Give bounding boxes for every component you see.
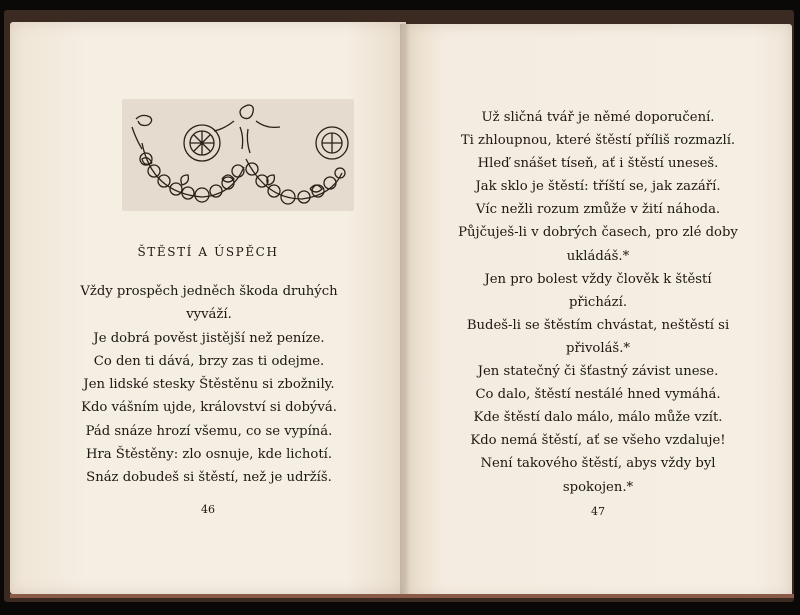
text-line: Kde štěstí dalo málo, málo může vzít. — [473, 410, 723, 426]
left-text-block — [24, 280, 394, 490]
text-line: Víc nežli rozum zmůže v žití náhoda. — [475, 202, 721, 218]
text-line: Co den ti dává, brzy zas ti odejme. — [93, 353, 325, 369]
book-gutter — [400, 24, 410, 596]
right-text-block — [404, 106, 792, 499]
text-line: Je dobrá pověst jistější než peníze. — [93, 330, 325, 346]
text-line: Vždy prospěch jedněch škoda druhých — [80, 284, 338, 299]
text-line: vyváží. — [186, 307, 232, 323]
text-line: Co dalo, štěstí nestálé hned vymáhá. — [475, 387, 721, 403]
text-line: Jen lidské stesky Štěstěnu si zbožnily. — [83, 377, 335, 393]
text-line: Jen pro bolest vždy člověk k štěstí — [484, 271, 712, 287]
text-line: Hleď snášet tíseň, ať i štěstí uneseš. — [477, 156, 719, 172]
text-line: přivoláš.* — [566, 340, 630, 356]
text-line: Půjčuješ-li v dobrých časech, pro zlé doby — [458, 225, 738, 241]
text-line: Hra Štěstěny: zlo osnuje, kde lichotí. — [85, 447, 333, 463]
text-line: Budeš-li se štěstím chvástat, neštěstí si — [466, 317, 730, 333]
text-line: Ti zhloupnou, které štěstí příliš rozmazlí. — [460, 133, 736, 149]
text-line: Kdo vášním ujde, království si dobývá. — [81, 400, 337, 416]
section-heading: ŠTĚSTÍ A ÚSPĚCH — [137, 245, 279, 259]
text-line: přichází. — [568, 294, 628, 310]
text-line: Jak sklo je štěstí: tříští se, jak zazáří. — [475, 179, 721, 195]
text-line: spokojen.* — [562, 479, 634, 495]
text-line: Pád snáze hrozí všemu, co se vypíná. — [85, 423, 333, 439]
page-number-right: 47 — [591, 505, 605, 518]
garland-vignette-icon — [122, 99, 354, 211]
text-line: Jen statečný či šťastný závist unese. — [477, 364, 719, 380]
text-line: Není takového štěstí, abys vždy byl — [480, 456, 716, 472]
left-page — [10, 22, 406, 594]
page-number-left: 46 — [201, 503, 215, 516]
book-cover-edge — [10, 594, 794, 598]
text-line: Kdo nemá štěstí, ať se všeho vzdaluje! — [470, 433, 726, 449]
right-page — [404, 24, 792, 598]
open-book — [4, 10, 794, 602]
text-line: Už sličná tvář je němé doporučení. — [481, 110, 715, 125]
text-line: Snáz dobudeš si štěstí, než je udržíš. — [86, 470, 332, 486]
text-line: ukládáš.* — [566, 248, 630, 264]
